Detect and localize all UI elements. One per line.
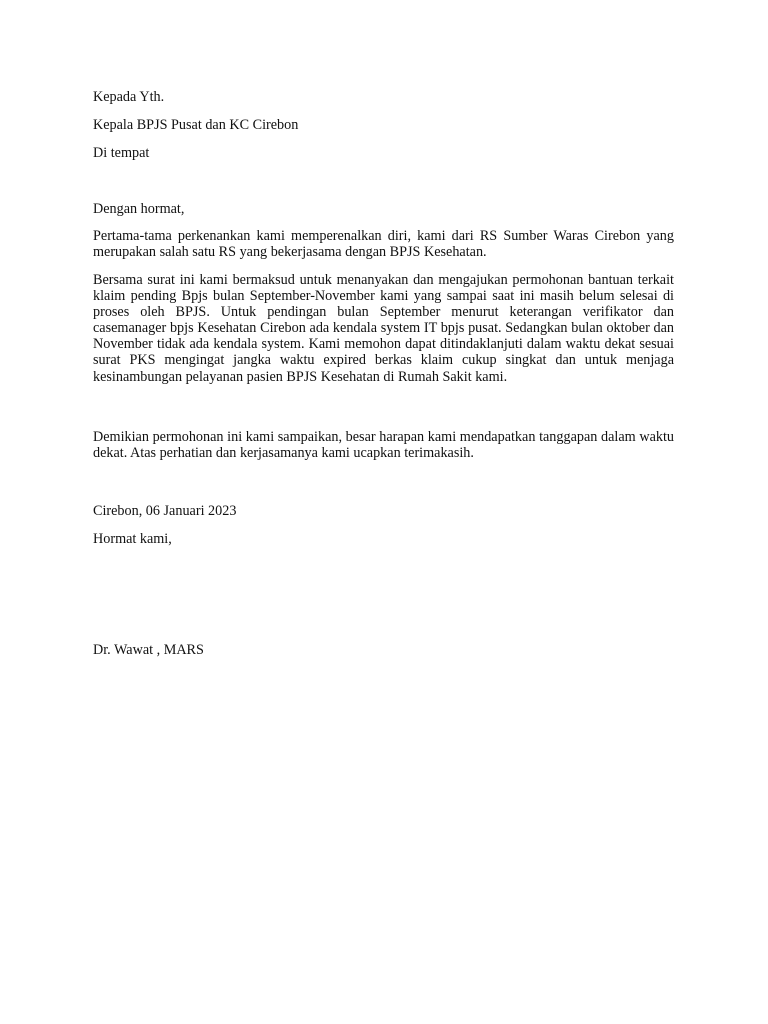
signatory-name: Dr. Wawat , MARS <box>93 642 204 658</box>
place-date: Cirebon, 06 Januari 2023 <box>93 503 237 519</box>
paragraph-request: Bersama surat ini kami bermaksud untuk menanyakan dan mengajukan permohonan bantuan terkait klaim pending Bpjs bulan September-November kami yang sampai saat ini masih belum selesai di proses oleh BPJS. Untuk pendingan bulan September menurut keterangan verifikator dan casemanager bpjs Kesehatan Cirebon ada kendala system IT bpjs pusat. Sedangkan bulan oktober dan November tidak ada kendala system. Kami memohon dapat ditindaklanjuti dalam waktu dekat sesuai surat PKS mengingat jangka waktu expired berkas klaim cukup singkat dan untuk menjaga kesinambungan pelayanan pasien BPJS Kesehatan di Rumah Sakit kami. <box>93 272 674 385</box>
recipient-location: Di tempat <box>93 145 150 161</box>
recipient-salutation: Kepada Yth. <box>93 89 165 105</box>
greeting: Dengan hormat, <box>93 201 185 217</box>
paragraph-closing-remarks: Demikian permohonan ini kami sampaikan, besar harapan kami mendapatkan tanggapan dalam waktu dekat. Atas perhatian dan kerjasamanya kami ucapkan terimakasih. <box>93 429 674 462</box>
recipient-addressee: Kepala BPJS Pusat dan KC Cirebon <box>93 117 299 133</box>
closing-phrase: Hormat kami, <box>93 531 172 547</box>
paragraph-introduction: Pertama-tama perkenankan kami memperenalkan diri, kami dari RS Sumber Waras Cirebon yang merupakan salah satu RS yang bekerjasama dengan BPJS Kesehatan. <box>93 228 674 261</box>
